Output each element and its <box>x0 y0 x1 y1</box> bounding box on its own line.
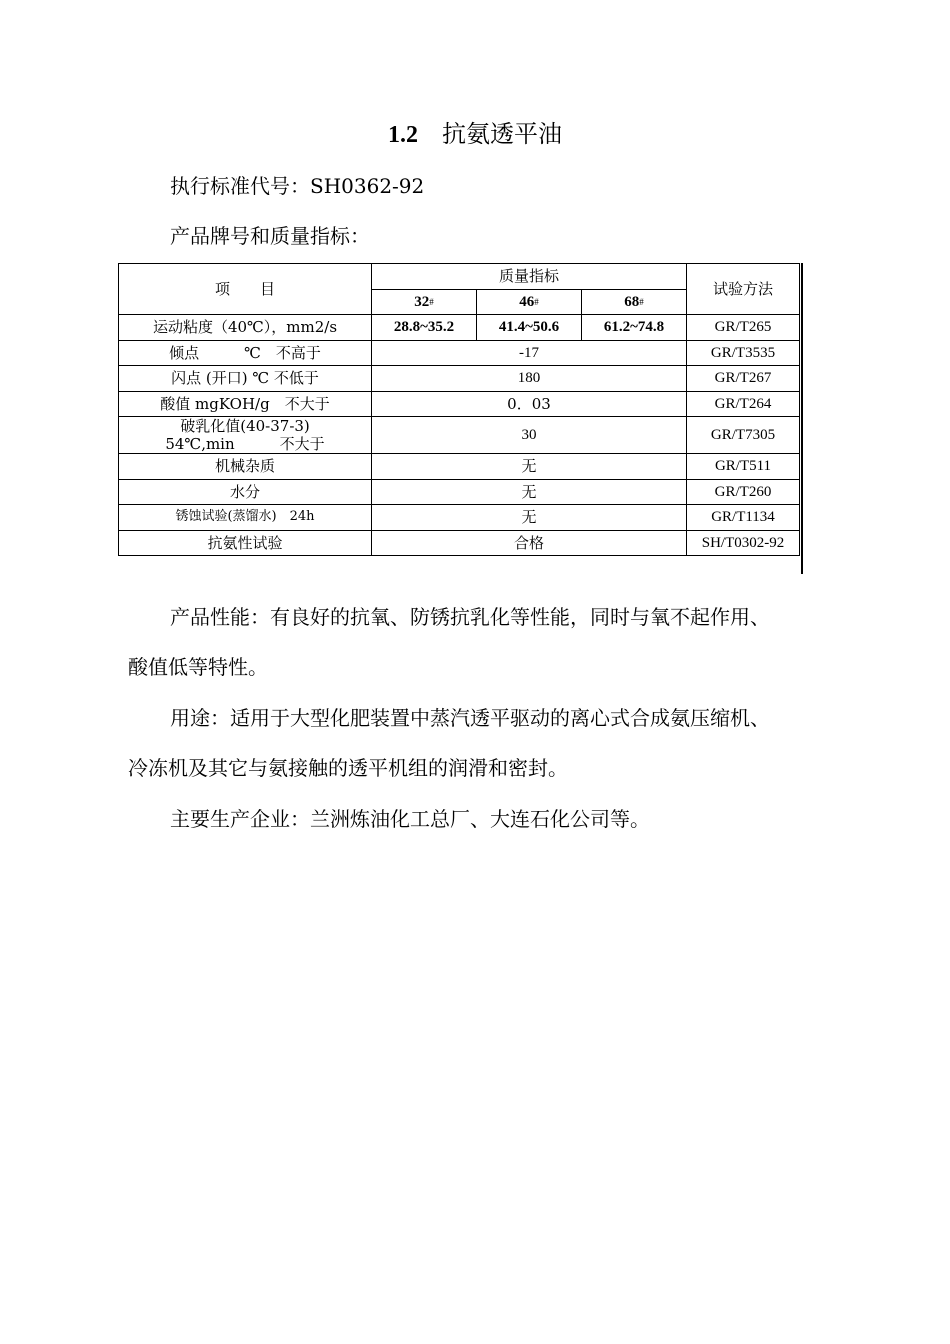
table-right-border <box>801 263 803 574</box>
grade-heading-line: 产品牌号和质量指标： <box>170 224 370 248</box>
row-method: GR/T511 <box>687 454 800 480</box>
row-method: GR/T1134 <box>687 505 800 531</box>
viscosity-32: 28.8~35.2 <box>372 315 477 341</box>
row-value: 合格 <box>372 530 687 556</box>
row-value: 0．03 <box>372 391 687 417</box>
header-item: 项 目 <box>119 264 372 315</box>
row-label-line: 破乳化值(40-37-3) <box>180 417 310 435</box>
performance-paragraph <box>128 592 828 692</box>
standard-code-line: 执行标准代号：SH0362-92 <box>170 174 425 198</box>
row-method: GR/T264 <box>687 391 800 417</box>
viscosity-68: 61.2~74.8 <box>582 315 687 341</box>
row-value: 180 <box>372 366 687 392</box>
row-label: 抗氨性试验 <box>119 530 372 556</box>
paragraph-line: 冷冻机及其它与氨接触的透平机组的润滑和密封。 <box>128 756 568 780</box>
row-label: 锈蚀试验(蒸馏水) 24h <box>119 505 372 531</box>
row-value: 无 <box>372 454 687 480</box>
row-label: 闪点 (开口) ℃ 不低于 <box>119 366 372 392</box>
row-label: 机械杂质 <box>119 454 372 480</box>
grade-68: 68# <box>582 289 687 315</box>
section-title <box>0 118 950 151</box>
header-method: 试验方法 <box>687 264 800 315</box>
row-value: 30 <box>372 417 687 454</box>
table-row <box>119 391 800 417</box>
table-row <box>119 479 800 505</box>
table-row <box>119 366 800 392</box>
row-method: GR/T3535 <box>687 340 800 366</box>
section-number: 1.2 <box>388 122 418 148</box>
viscosity-46: 41.4~50.6 <box>477 315 582 341</box>
table-header-row <box>119 264 800 290</box>
row-method: GR/T267 <box>687 366 800 392</box>
row-value: 无 <box>372 505 687 531</box>
table-row <box>119 417 800 454</box>
row-method: SH/T0302-92 <box>687 530 800 556</box>
grade-32: 32# <box>372 289 477 315</box>
table-row <box>119 454 800 480</box>
paragraph-line: 酸值低等特性。 <box>128 655 268 679</box>
paragraph-line: 主要生产企业：兰洲炼油化工总厂、大连石化公司等。 <box>170 807 650 831</box>
table-row <box>119 340 800 366</box>
paragraph-line: 产品性能：有良好的抗氧、防锈抗乳化等性能，同时与氧不起作用、 <box>170 605 770 629</box>
table-row <box>119 315 800 341</box>
row-label: 水分 <box>119 479 372 505</box>
paragraph-line: 用途：适用于大型化肥装置中蒸汽透平驱动的离心式合成氨压缩机、 <box>170 706 770 730</box>
section-title-text: 抗氨透平油 <box>442 120 562 148</box>
table-row <box>119 505 800 531</box>
grade-46: 46# <box>477 289 582 315</box>
row-method: GR/T265 <box>687 315 800 341</box>
row-method: GR/T260 <box>687 479 800 505</box>
row-label: 运动粘度（40℃），mm2/s <box>119 315 372 341</box>
table-row <box>119 530 800 556</box>
header-quality: 质量指标 <box>372 264 687 290</box>
row-label <box>119 417 372 454</box>
row-value: -17 <box>372 340 687 366</box>
producers-paragraph <box>128 794 828 844</box>
row-label: 倾点 ℃ 不高于 <box>119 340 372 366</box>
quality-spec-table <box>118 263 800 556</box>
row-label: 酸值 mgKOH/g 不大于 <box>119 391 372 417</box>
row-value: 无 <box>372 479 687 505</box>
row-method: GR/T7305 <box>687 417 800 454</box>
row-label-line: 54℃,min 不大于 <box>165 435 325 453</box>
usage-paragraph <box>128 693 828 793</box>
